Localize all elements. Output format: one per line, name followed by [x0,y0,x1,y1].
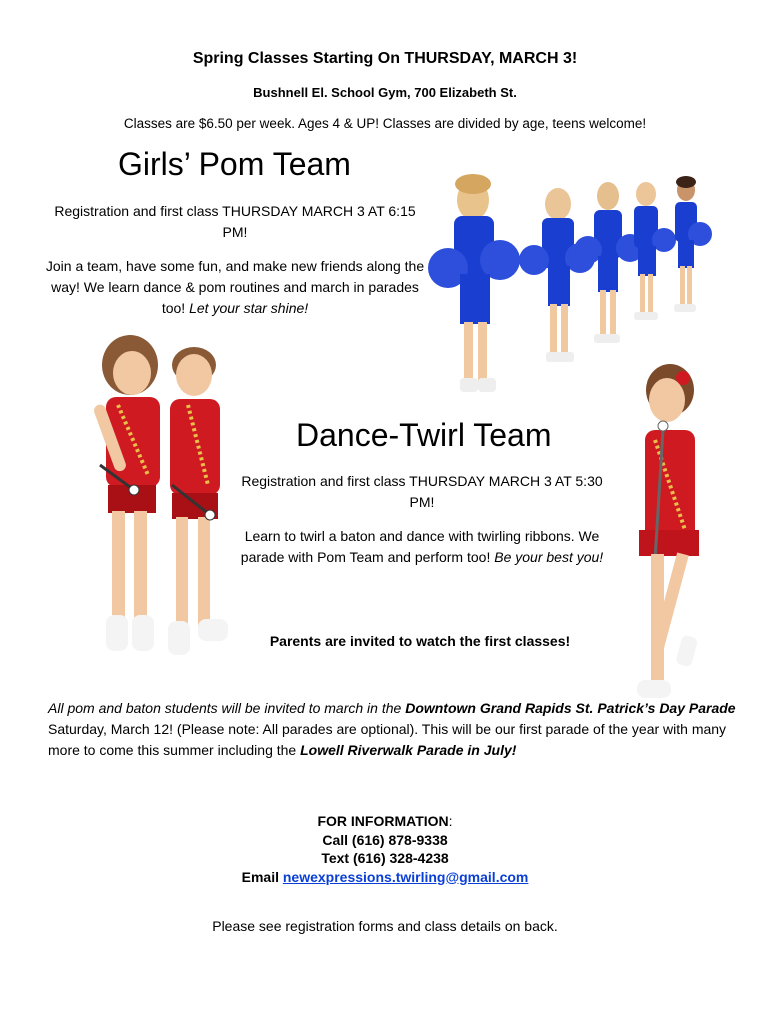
info-colon: : [448,813,453,829]
twirl-slogan: Be your best you! [494,549,604,565]
twirl-team-photo-right [615,360,725,720]
email-link[interactable]: newexpressions.twirling@gmail.com [282,868,529,885]
twirl-team-photo-left [48,335,243,665]
pom-description-text: Join a team, have some fun, and make new friends along the way! We learn dance & pom routines and march in parades too! [45,258,425,316]
phone-call: Call (616) 878-9338 [322,831,448,848]
parade-name-st-patricks: Downtown Grand Rapids St. Patrick’s Day Parade [405,700,736,716]
parade-name-lowell: Lowell Riverwalk Parade in July! [300,742,517,758]
parade-text-2: Saturday, March 12! (Please note: All parades are optional). This will be our first parade of the year with many more to come this summer including the [48,721,727,758]
parade-paragraph [48,698,738,761]
pom-description [40,256,430,319]
pom-slogan: Let your star shine! [189,300,309,316]
flyer-title: Spring Classes Starting On THURSDAY, MARCH 3! [192,50,578,67]
parade-text-1: All pom and baton students will be invited to march in the [48,700,406,716]
location-line: Bushnell El. School Gym, 700 Elizabeth St. [253,85,517,100]
twirl-team-heading: Dance-Twirl Team [296,417,552,453]
class-details-line: Classes are $6.50 per week. Ages 4 & UP! Classes are divided by age, teens welcome! [123,116,647,131]
twirl-registration-text: Registration and first class THURSDAY MARCH 3 AT 5:30 PM! [241,473,603,510]
info-heading: FOR INFORMATION [317,813,449,829]
parents-note: Parents are invited to watch the first classes! [269,633,571,649]
email-label: Email [241,868,283,885]
footer-note: Please see registration forms and class details on back. [212,918,558,934]
pom-team-heading: Girls’ Pom Team [118,146,351,182]
twirl-description [240,526,604,568]
contact-info [0,812,770,886]
pom-registration-text: Registration and first class THURSDAY MARCH 3 AT 6:15 PM! [54,203,416,240]
phone-text: Text (616) 328-4238 [321,850,449,866]
twirl-description-text: Learn to twirl a baton and dance with twirling ribbons. We parade with Pom Team and perform too! [240,528,600,565]
